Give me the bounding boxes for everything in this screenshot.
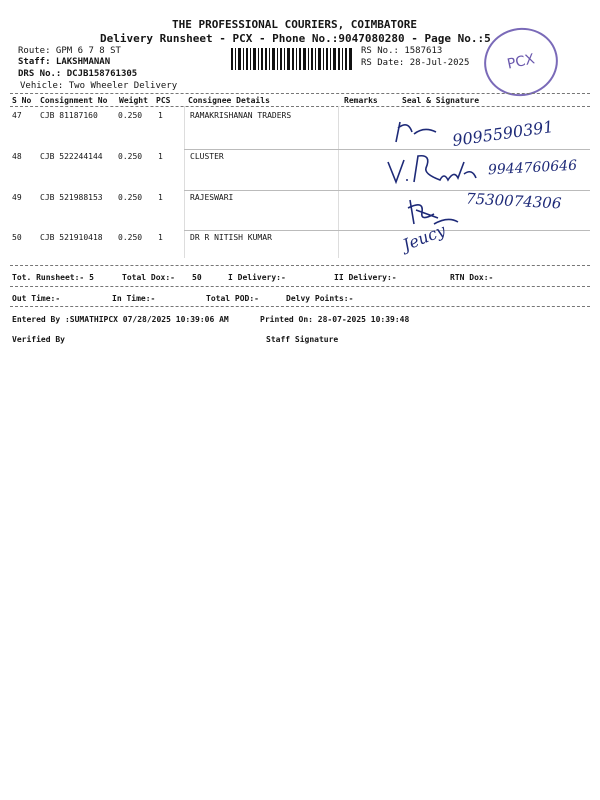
row-consignee: RAMAKRISHANAN TRADERS [190, 111, 292, 120]
staff-signature: Staff Signature [266, 335, 339, 344]
total-pod: Total POD:- [206, 294, 259, 303]
printed-on: Printed On: 28-07-2025 10:39:48 [260, 315, 410, 324]
drs-number: DRS No.: DCJB158761305 [18, 69, 138, 79]
signature-scribble-1 [390, 118, 450, 148]
row-sno: 49 [12, 193, 22, 202]
rs-number: RS No.: 1587613 [361, 46, 443, 56]
row-sno: 47 [12, 111, 22, 120]
row-consignment: CJB 521910418 [40, 233, 103, 242]
total-dox-value: 50 [192, 273, 202, 282]
row-pcs: 1 [158, 152, 163, 161]
row-consignment: CJB 81187160 [40, 111, 98, 120]
entered-by: Entered By :SUMATHIPCX 07/28/2025 10:39:06 AM [12, 315, 229, 324]
total-dox-label: Total Dox:- [122, 273, 175, 282]
tot-runsheet: Tot. Runsheet:- 5 [12, 273, 94, 282]
col-seal-signature: Seal & Signature [402, 96, 480, 105]
row-sno: 48 [12, 152, 22, 161]
signature-phone-2: 9944760646 [487, 157, 578, 179]
row-pcs: 1 [158, 193, 163, 202]
staff-label: Staff: LAKSHMANAN [18, 57, 111, 67]
rs-date: RS Date: 28-Jul-2025 [361, 58, 470, 68]
vehicle-label: Vehicle: Two Wheeler Delivery [20, 81, 178, 91]
row-sno: 50 [12, 233, 22, 242]
row-consignee: CLUSTER [190, 152, 224, 161]
ii-delivery: II Delivery:- [334, 273, 397, 282]
row-pcs: 1 [158, 111, 163, 120]
row-consignment: CJB 521988153 [40, 193, 103, 202]
row-consignee: DR R NITISH KUMAR [190, 233, 272, 242]
row-consignment: CJB 522244144 [40, 152, 103, 161]
company-title: THE PROFESSIONAL COURIERS, COIMBATORE [172, 18, 418, 31]
out-time: Out Time:- [12, 294, 61, 303]
col-remarks: Remarks [344, 96, 378, 105]
row-weight: 0.250 [118, 152, 143, 161]
col-weight: Weight [119, 96, 148, 105]
row-weight: 0.250 [118, 193, 143, 202]
rtn-dox: RTN Dox:- [450, 273, 494, 282]
runsheet-subtitle: Delivery Runsheet - PCX - Phone No.:9047080280 - Page No.:5 [100, 32, 491, 45]
row-consignee: RAJESWARI [190, 193, 234, 202]
row-pcs: 1 [158, 233, 163, 242]
in-time: In Time:- [112, 294, 156, 303]
barcode-icon [231, 48, 353, 70]
col-consignee: Consignee Details [188, 96, 270, 105]
col-pcs: PCS [156, 96, 171, 105]
signature-scribble-2 [384, 152, 484, 188]
row-weight: 0.250 [118, 111, 143, 120]
signature-phone-1: 9095590391 [451, 117, 555, 150]
row-weight: 0.250 [118, 233, 143, 242]
col-sno: S No [12, 96, 32, 105]
route-label: Route: GPM 6 7 8 ST [18, 46, 121, 56]
pcx-stamp: PCX [478, 21, 565, 103]
i-delivery: I Delivery:- [228, 273, 286, 282]
col-consignment: Consignment No [40, 96, 108, 105]
delvy-points: Delvy Points:- [286, 294, 354, 303]
verified-by: Verified By [12, 335, 65, 344]
signature-phone-3: 7530074306 [465, 189, 562, 213]
signature-name-4: Jeucy [400, 220, 449, 255]
